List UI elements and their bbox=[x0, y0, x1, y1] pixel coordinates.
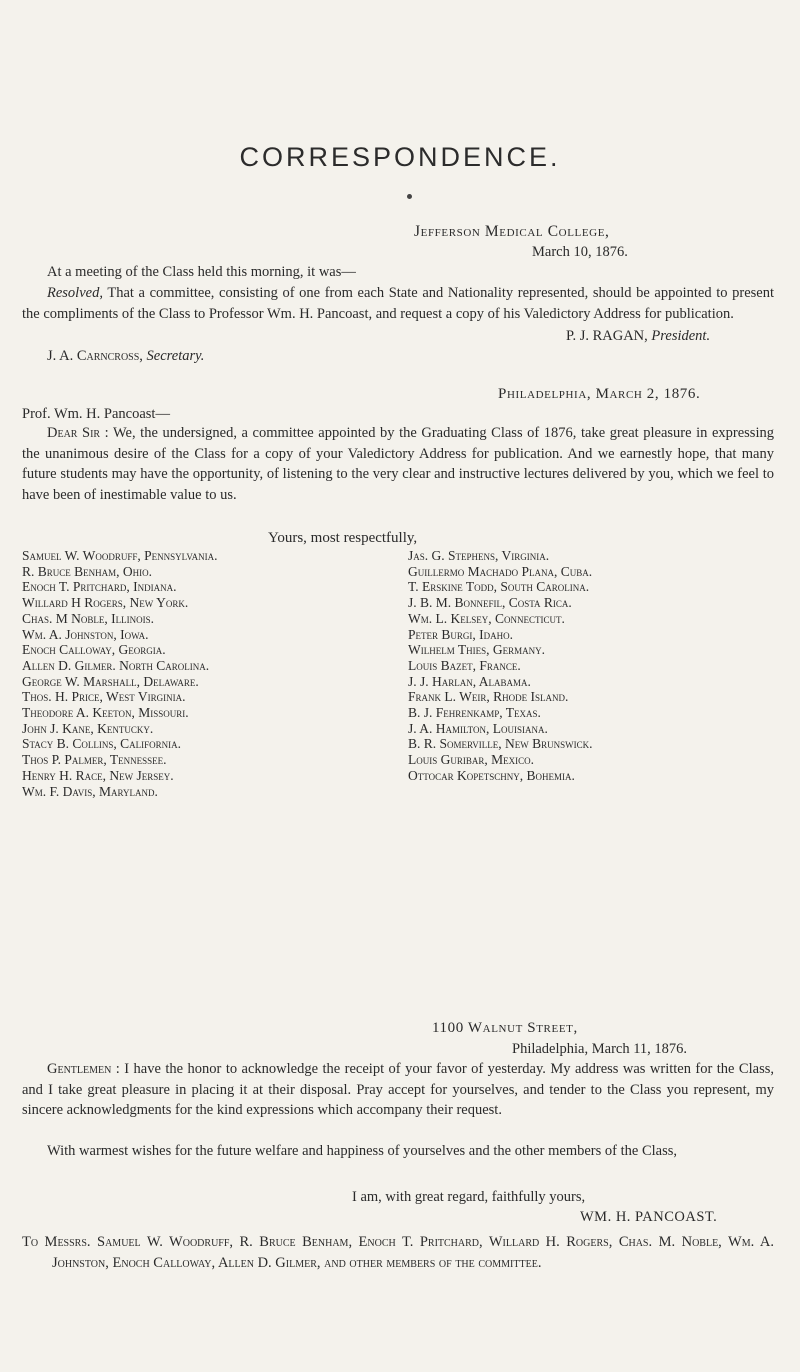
signatory: Chas. M Noble, Illinois. bbox=[22, 610, 154, 626]
signatory: John J. Kane, Kentucky. bbox=[22, 720, 154, 736]
signatory: Allen D. Gilmer. North Carolina. bbox=[22, 657, 210, 673]
resolved-text: That a committee, consisting of one from each State and Nationality represented, should be appointed to present the compliments of the Class to Professor Wm. H. Pancoast, and request a copy of his Valedictory Address for publication. bbox=[22, 285, 774, 322]
president-signature bbox=[566, 328, 710, 345]
ornament-dot bbox=[407, 194, 412, 199]
signatory: R. Bruce Benham, Ohio. bbox=[22, 563, 153, 579]
signatory: B. R. Somerville, New Brunswick. bbox=[408, 736, 593, 752]
signatory: Samuel W. Woodruff, Pennsylvania. bbox=[22, 548, 218, 563]
signatory: Thos P. Palmer, Tennessee. bbox=[22, 752, 167, 768]
signatory: Stacy B. Collins, California. bbox=[22, 736, 182, 752]
letter3-body bbox=[22, 1059, 774, 1121]
signatories-right bbox=[408, 548, 593, 784]
signatory: Wilhelm Thies, Germany. bbox=[408, 642, 545, 658]
letter3-closing: I am, with great regard, faithfully yours, bbox=[352, 1189, 586, 1205]
signatory: Enoch Calloway, Georgia. bbox=[22, 642, 166, 658]
letter2-addressee: Prof. Wm. H. Pancoast— bbox=[22, 406, 170, 422]
resolved-label: Resolved, bbox=[47, 285, 103, 301]
letter1-date: March 10, 1876. bbox=[532, 244, 628, 260]
signatory: Theodore A. Keeton, Missouri. bbox=[22, 705, 189, 721]
signatory: Wm. L. Kelsey, Connecticut. bbox=[408, 610, 565, 626]
page-title: CORRESPONDENCE. bbox=[239, 142, 561, 172]
signatory: George W. Marshall, Delaware. bbox=[22, 673, 199, 689]
letter3-body-text: I have the honor to acknowledge the receipt of your favor of yesterday. My address was written for the Class, and I take great pleasure in placing it at their disposal. Pray accept for yourselves, and tender to the Class you represent, my sincere acknowledgments for the kind expressions which accompany their request. bbox=[22, 1061, 774, 1118]
signatory: T. Erskine Todd, South Carolina. bbox=[408, 579, 590, 595]
signatory: J. A. Hamilton, Louisiana. bbox=[408, 720, 548, 736]
signatory: Wm. F. Davis, Maryland. bbox=[22, 783, 158, 799]
signatory: Thos. H. Price, West Virginia. bbox=[22, 689, 186, 705]
recipients-line: To Messrs. Samuel W. Woodruff, R. Bruce Benham, Enoch T. Pritchard, Willard H. Rogers, Chas. M. Noble, Wm. A. Johnston, Enoch Calloway, Allen D. Gilmer, and other members of the committee. bbox=[22, 1234, 774, 1271]
letter2-place-date: Philadelphia, March 2, 1876. bbox=[498, 386, 701, 402]
signatory: Louis Guribar, Mexico. bbox=[408, 752, 535, 768]
letter2-salutation: Dear Sir : bbox=[47, 425, 109, 441]
letter3-body-second: With warmest wishes for the future welfare and happiness of yourselves and the other members of the Class, bbox=[47, 1143, 677, 1159]
signatory: J. J. Harlan, Alabama. bbox=[408, 673, 531, 689]
letter2-body bbox=[22, 423, 774, 505]
letter3-recipients bbox=[22, 1232, 774, 1273]
signatory: Louis Bazet, France. bbox=[408, 657, 521, 673]
secretary-signature bbox=[47, 348, 204, 365]
signatory: Guillermo Machado Plana, Cuba. bbox=[408, 563, 593, 579]
resolution-paragraph bbox=[22, 283, 774, 324]
signatory: Wm. A. Johnston, Iowa. bbox=[22, 626, 149, 642]
letter2-body-text: We, the undersigned, a committee appointed by the Graduating Class of 1876, take great pleasure in expressing the unanimous desire of the Class for a copy of your Valedictory Address for publication. And we earnestly hope, that many future students may have the opportunity, of listening to the very clear and instructive lectures delivered by you, which we feel to have been of inestimable value to us. bbox=[22, 425, 774, 503]
secretary-name: J. A. Carncross, bbox=[47, 348, 143, 364]
signatory: J. B. M. Bonnefil, Costa Rica. bbox=[408, 595, 572, 611]
secretary-title: Secretary. bbox=[146, 348, 205, 364]
letter3-place-date: Philadelphia, March 11, 1876. bbox=[512, 1041, 688, 1057]
signatories-left bbox=[22, 548, 218, 799]
president-title: President. bbox=[651, 328, 711, 344]
letter3-salutation: Gentlemen : bbox=[47, 1061, 120, 1077]
signatory: Peter Burgi, Idaho. bbox=[408, 626, 514, 642]
letter3-address: 1100 Walnut Street, bbox=[432, 1020, 578, 1036]
institution-name: Jefferson Medical College, bbox=[414, 223, 610, 240]
letter3-signature: WM. H. PANCOAST. bbox=[580, 1209, 718, 1225]
letter1-intro: At a meeting of the Class held this morning, it was— bbox=[47, 264, 356, 280]
signatory: Jas. G. Stephens, Virginia. bbox=[408, 548, 550, 563]
signatory: Willard H Rogers, New York. bbox=[22, 595, 189, 611]
signatory: Enoch T. Pritchard, Indiana. bbox=[22, 579, 177, 595]
signatory: Henry H. Race, New Jersey. bbox=[22, 767, 174, 783]
signatory: Frank L. Weir, Rhode Island. bbox=[408, 689, 569, 705]
signatory: B. J. Fehrenkamp, Texas. bbox=[408, 705, 541, 721]
letter2-closing: Yours, most respectfully, bbox=[268, 530, 418, 546]
president-name: P. J. RAGAN, bbox=[566, 328, 648, 344]
signatory: Ottocar Kopetschny, Bohemia. bbox=[408, 767, 575, 783]
